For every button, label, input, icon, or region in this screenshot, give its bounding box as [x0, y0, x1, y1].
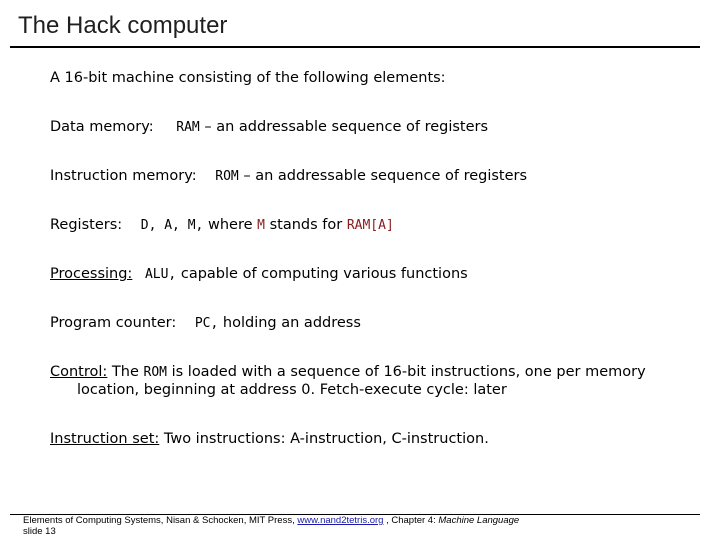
processing-label: Processing: — [50, 266, 133, 282]
program-counter-label: Program counter: — [50, 315, 177, 331]
program-counter-code: PC, — [194, 316, 219, 331]
registers-label: Registers: — [50, 217, 123, 233]
footer-chapter-prefix: , Chapter 4: — [383, 515, 439, 526]
footer-citation-text: Elements of Computing Systems, Nisan & Schocken, MIT Press, — [23, 515, 298, 526]
registers-where: where — [203, 217, 258, 233]
intro-text: A 16-bit machine consisting of the following elements: — [50, 70, 446, 86]
footer-link[interactable]: www.nand2tetris.org — [297, 515, 384, 526]
data-memory-label: Data memory: — [50, 119, 154, 135]
data-memory-code: RAM — [176, 120, 200, 135]
registers-stands-for: stands for — [264, 217, 347, 233]
processing-desc: capable of computing various functions — [176, 266, 468, 282]
footer-citation — [23, 515, 519, 526]
program-counter-desc: holding an address — [218, 315, 361, 331]
registers-ram-a: RAM[A] — [346, 218, 394, 233]
control-label: Control: — [50, 364, 108, 380]
control-text-2: is loaded with a sequence of 16-bit instructions, one per memory — [166, 364, 646, 380]
footer-chapter-name: Machine Language — [438, 515, 520, 526]
registers-code: D, A, M, — [140, 218, 204, 233]
instruction-memory-line — [50, 166, 527, 187]
control-code: ROM — [143, 365, 167, 380]
footer-slide-number: slide 13 — [23, 526, 56, 537]
instruction-set-line — [50, 429, 489, 449]
control-text-1: The — [107, 364, 144, 380]
processing-code: ALU, — [144, 267, 177, 282]
registers-m: M — [257, 218, 265, 233]
footer — [23, 515, 519, 537]
slide-title: The Hack computer — [18, 12, 228, 39]
instruction-memory-code: ROM — [215, 169, 239, 184]
title-divider — [10, 46, 700, 48]
program-counter-line — [50, 313, 361, 334]
instruction-memory-label: Instruction memory: — [50, 168, 197, 184]
instruction-memory-desc: – an addressable sequence of registers — [238, 168, 528, 184]
instruction-set-label: Instruction set: — [50, 431, 160, 447]
data-memory-line — [50, 117, 488, 138]
control-line-2: location, beginning at address 0. Fetch-execute cycle: later — [77, 382, 507, 398]
processing-line — [50, 264, 468, 285]
data-memory-desc: – an addressable sequence of registers — [199, 119, 489, 135]
instruction-set-desc: Two instructions: A-instruction, C-instruction. — [159, 431, 489, 447]
registers-line — [50, 215, 394, 236]
